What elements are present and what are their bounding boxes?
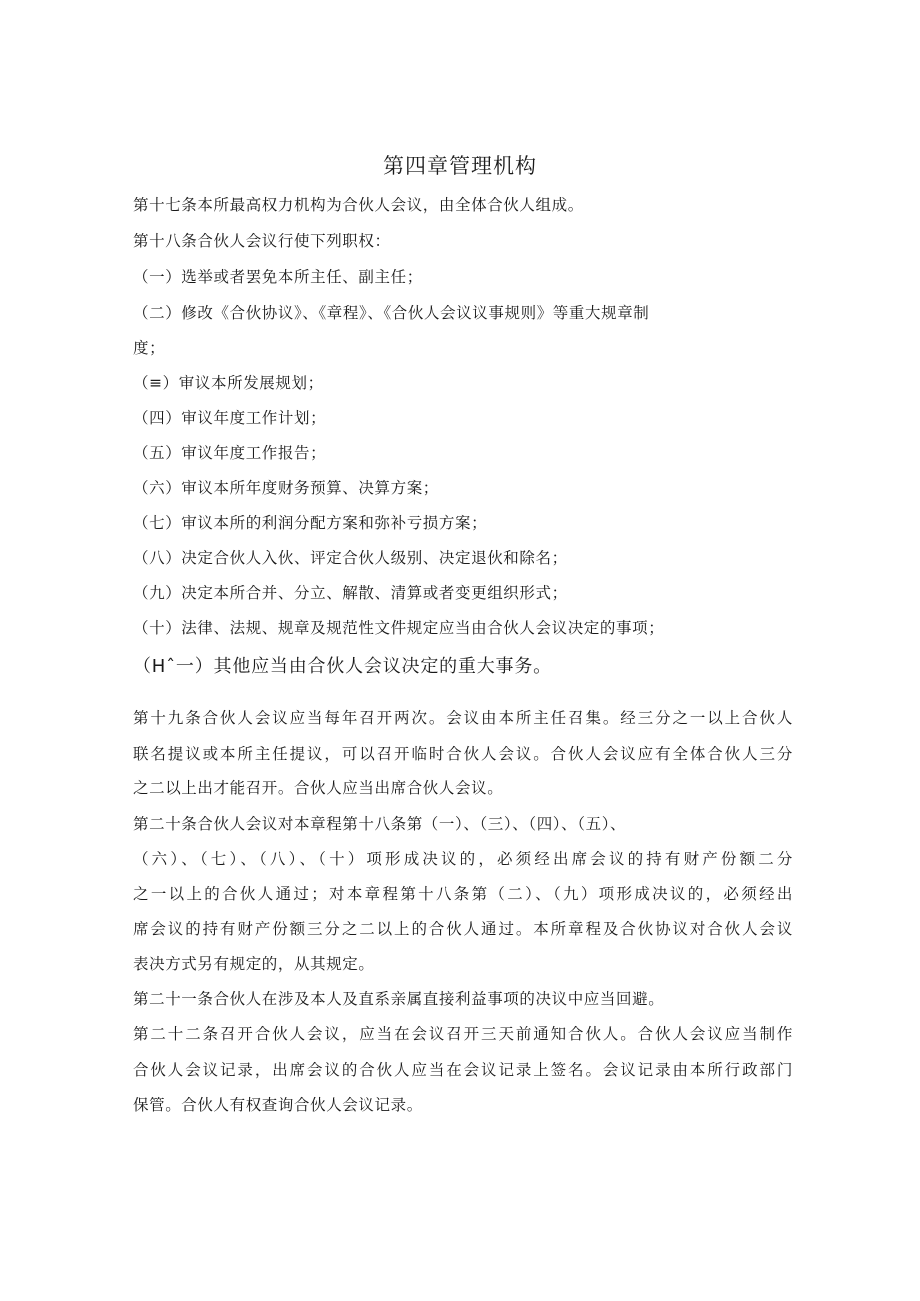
article-18-item-7: （七）审议本所的利润分配方案和弥补亏损方案； xyxy=(133,514,488,532)
article-20-line-5: 表决方式另有规定的，从其规定。 xyxy=(133,955,375,973)
article-18-item-10: （十）法律、法规、规章及规范性文件规定应当由合伙人会议决定的事项； xyxy=(133,619,665,637)
article-18-item-8: （八）决定合伙人入伙、评定合伙人级别、决定退伙和除名； xyxy=(133,549,568,567)
article-20-line-4: 席会议的持有财产份额三分之二以上的合伙人通过。本所章程及合伙协议对合伙人会议 xyxy=(133,920,793,938)
article-18-item-11: （Hˆ一）其他应当由合伙人会议决定的重大事务。 xyxy=(133,656,552,677)
article-20-line-1: 第二十条合伙人会议对本章程第十八条第（一）、（三）、（四）、（五）、 xyxy=(133,815,627,833)
article-20-line-2: （六）、（七）、（八）、（十）项形成决议的，必须经出席会议的持有财产份额二分 xyxy=(133,850,793,868)
article-18-item-3: （≡）审议本所发展规划； xyxy=(133,374,324,392)
article-19-line-2: 联名提议或本所主任提议，可以召开临时合伙人会议。合伙人会议应有全体合伙人三分 xyxy=(133,745,793,763)
article-18-item-2-cont: 度； xyxy=(133,339,166,357)
article-18-item-5: （五）审议年度工作报告； xyxy=(133,444,327,462)
article-21: 第二十一条合伙人在涉及本人及直系亲属直接利益事项的决议中应当回避。 xyxy=(133,990,665,1008)
article-18-item-4: （四）审议年度工作计划； xyxy=(133,409,327,427)
article-22-line-3: 保管。合伙人有权查询合伙人会议记录。 xyxy=(133,1096,423,1114)
article-18-item-1: （一）选举或者罢免本所主任、副主任； xyxy=(133,268,423,286)
article-19-line-1: 第十九条合伙人会议应当每年召开两次。会议由本所主任召集。经三分之一以上合伙人 xyxy=(133,709,793,727)
article-18-item-2: （二）修改《合伙协议》、《章程》、《合伙人会议议事规则》等重大规章制 xyxy=(133,304,650,322)
article-20-line-3: 之一以上的合伙人通过；对本章程第十八条第（二）、（九）项形成决议的，必须经出 xyxy=(133,885,793,903)
article-22-line-1: 第二十二条召开合伙人会议，应当在会议召开三天前通知合伙人。合伙人会议应当制作 xyxy=(133,1025,793,1043)
article-22-line-2: 合伙人会议记录，出席会议的合伙人应当在会议记录上签名。会议记录由本所行政部门 xyxy=(133,1061,793,1079)
article-17: 第十七条本所最高权力机构为合伙人会议，由全体合伙人组成。 xyxy=(133,196,584,214)
article-18-item-6: （六）审议本所年度财务预算、决算方案； xyxy=(133,479,439,497)
chapter-title: 第四章管理机构 xyxy=(383,154,537,178)
article-19-line-3: 之二以上出才能召开。合伙人应当出席合伙人会议。 xyxy=(133,779,504,797)
article-18-item-9: （九）决定本所合并、分立、解散、清算或者变更组织形式； xyxy=(133,584,568,602)
article-18-heading: 第十八条合伙人会议行使下列职权： xyxy=(133,232,391,250)
